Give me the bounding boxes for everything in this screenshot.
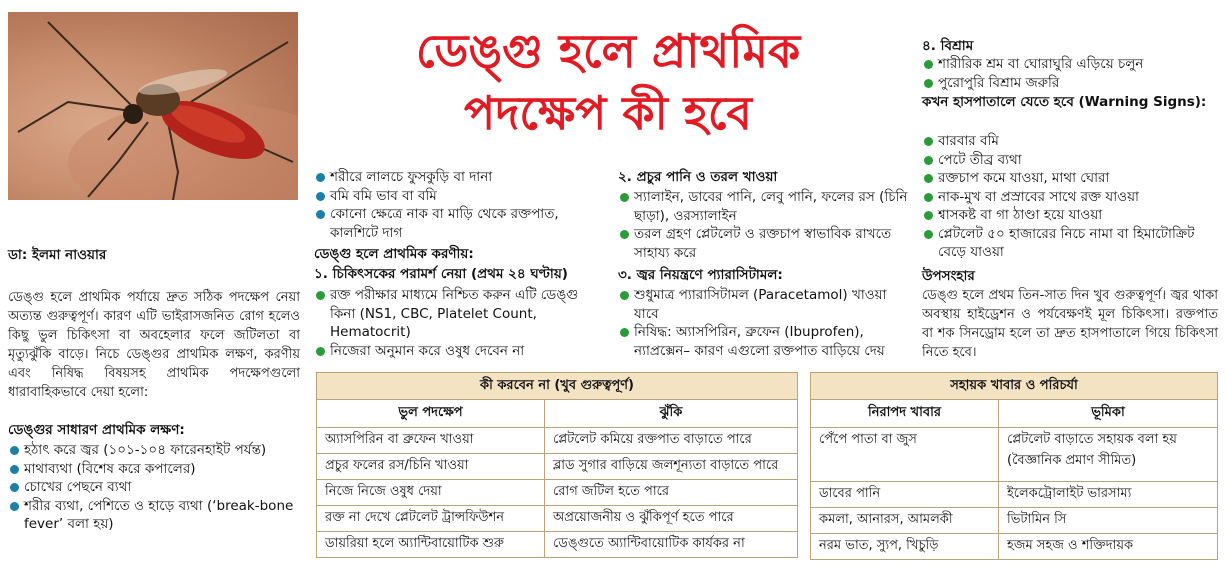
table-row: প্রচুর ফলের রস/চিনি খাওয়া ব্লাড সুগার বাড়িয়ে জলশূন্যতা বাড়াতে পারে [317,454,798,480]
step2-list [618,188,908,262]
bullet-icon [924,60,933,69]
symptoms-more-list [314,168,604,242]
bullet-icon [924,137,933,146]
food-table [810,372,1218,560]
dont-table [316,372,798,558]
dont-header-mistake: ভুল পদক্ষেপ [317,400,545,428]
list-item: রক্তচাপ কমে যাওয়া, মাথা ঘোরা [922,169,1218,188]
actions-heading: ডেঙ্গু হলে প্রাথমিক করণীয়: [314,246,474,262]
list-item: তরল গ্রহণ প্লেটলেট ও রক্তচাপ স্বাভাবিক রাখতে সাহায্য করে [618,225,908,262]
mosquito-photo [8,12,298,200]
bullet-icon [316,173,325,182]
bullet-icon [316,210,325,219]
table-row: নিজে নিজে ওষুধ দেয়া রোগ জটিল হতে পারে [317,480,798,506]
list-item: শারীরিক শ্রম বা ঘোরাঘুরি এড়িয়ে চলুন [922,55,1218,74]
step3-list [618,286,908,360]
step4-list [922,55,1218,92]
bullet-icon [924,79,933,88]
table-row: পেঁপে পাতা বা জুস প্লেটলেট বাড়াতে সহায়ক বলা হয় (বৈজ্ঞানিক প্রমাণ সীমিত) [811,428,1218,482]
list-item: হঠাৎ করে জ্বর (১০১-১০৪ ফারেনহাইট পর্যন্ত) [8,441,300,460]
bullet-icon [924,211,933,220]
food-header-safe-food: নিরাপদ খাবার [811,400,999,428]
title-line-1: ডেঙ্গু হলে প্রাথমিক [415,24,801,78]
bullet-icon [10,465,19,474]
warning-heading: কখন হাসপাতালে যেতে হবে (Warning Signs): [922,94,1207,110]
list-item: শরীরে লালচে ফুসকুড়ি বা দানা [314,168,604,187]
bullet-icon [10,446,19,455]
list-item: শ্বাসকষ্ট বা গা ঠাণ্ডা হয়ে যাওয়া [922,206,1218,225]
list-item: বারবার বমি [922,132,1218,151]
list-item: কোনো ক্ষেত্রে নাক বা মাড়ি থেকে রক্তপাত, কালশিটে দাগ [314,205,604,242]
list-item: নিষিদ্ধ: অ্যাসপিরিন, ব্রুফেন (Ibuprofen), ন্যাপ্রক্সেন– কারণ এগুলো রক্তপাত বাড়িয়ে দেয় [618,323,908,360]
table-row: ডাবের পানি ইলেকট্রোলাইট ভারসাম্য [811,482,1218,508]
list-item: রক্ত পরীক্ষার মাধ্যমে নিশ্চিত করুন এটি ডেঙ্গু কিনা (NS1, CBC, Platelet Count, Hematocrit) [314,286,604,342]
dont-header-risk: ঝুঁকি [545,400,798,428]
bullet-icon [316,347,325,356]
symptoms-heading: ডেঙ্গুর সাধারণ প্রাথমিক লক্ষণ: [8,422,185,438]
list-item: নাক-মুখ বা প্রস্রাবের সাথে রক্ত যাওয়া [922,188,1218,207]
bullet-icon [10,483,19,492]
dont-table-caption: কী করবেন না (খুব গুরুত্বপূর্ণ) [317,373,798,400]
step3-heading: ৩. জ্বর নিয়ন্ত্রণে প্যারাসিটামল: [618,267,783,283]
food-table-caption: সহায়ক খাবার ও পরিচর্যা [811,373,1218,400]
bullet-icon [620,230,629,239]
bullet-icon [924,193,933,202]
step1-list [314,286,604,360]
table-row: কমলা, আনারস, আমলকী ভিটামিন সি [811,508,1218,534]
step1-heading: ১. চিকিৎসকের পরামর্শ নেয়া (প্রথম ২৪ ঘণ্টায়) [314,266,568,282]
list-item: চোখের পেছনে ব্যথা [8,478,300,497]
table-row: রক্ত না দেখে প্লেটলেট ট্রান্সফিউশন অপ্রয়োজনীয় ও ঝুঁকিপূর্ণ হতে পারে [317,506,798,532]
table-row: নরম ভাত, স্যুপ, খিচুড়ি হজম সহজ ও শক্তিদায়ক [811,534,1218,560]
author: ডা: ইলমা নাওয়ার [8,247,107,263]
bullet-icon [10,502,19,511]
bullet-icon [620,193,629,202]
step4-heading: ৪. বিশ্রাম [922,38,974,54]
conclusion-heading: উপসংহার [922,268,975,284]
bullet-icon [924,156,933,165]
list-item: প্লেটলেট ৫০ হাজারের নিচে নামা বা হিমাটোক্রিট বেড়ে যাওয়া [922,225,1218,262]
conclusion-text: ডেঙ্গু হলে প্রথম তিন-সাত দিন খুব গুরুত্বপূর্ণ। জ্বর থাকা অবস্থায় হাইড্রেশন ও পর্যবেক্ষণই মূল চিকিৎসা। রক্তপাত বা শক সিনড্রোম হলে তা দ্রুত হাসপাতালে গিয়ে চিকিৎসা নিতে হবে। [922,288,1218,360]
bullet-icon [924,230,933,239]
page-title [318,20,898,144]
list-item: নিজেরা অনুমান করে ওষুধ দেবেন না [314,342,604,361]
list-item: শরীর ব্যথা, পেশিতে ও হাড়ে ব্যথা (‘break-bone fever’ বলা হয়) [8,497,300,534]
table-row: ডায়রিয়া হলে অ্যান্টিবায়োটিক শুরু ডেঙ্গুতে অ্যান্টিবায়োটিক কার্যকর না [317,532,798,558]
bullet-icon [924,174,933,183]
intro-paragraph: ডেঙ্গু হলে প্রাথমিক পর্যায়ে দ্রুত সঠিক পদক্ষেপ নেয়া অত্যন্ত গুরুত্বপূর্ণ। কারণ এটি ভাইরাসজনিত রোগ হলেও কিছু ভুল চিকিৎসা বা অবহেলার ফলে জটিলতা বা মৃত্যুঝুঁকি বাড়ে। নিচে ডেঙ্গুর প্রাথমিক লক্ষণ, করণীয় এবং নিষিদ্ধ বিষয়সহ প্রাথমিক পদক্ষেপগুলো ধারাবাহিকভাবে দেয়া হলো: [8,290,300,400]
step2-heading: ২. প্রচুর পানি ও তরল খাওয়া [618,169,778,185]
table-row: অ্যাসপিরিন বা ব্রুফেন খাওয়া প্লেটলেট কমিয়ে রক্তপাত বাড়াতে পারে [317,428,798,454]
bullet-icon [316,291,325,300]
list-item: বমি বমি ভাব বা বমি [314,187,604,206]
title-line-2: পদক্ষেপ কী হবে [464,86,752,140]
symptoms-list [8,441,300,534]
list-item: স্যালাইন, ডাবের পানি, লেবু পানি, ফলের রস (চিনি ছাড়া), ওরস্যালাইন [618,188,908,225]
bullet-icon [316,192,325,201]
list-item: মাথাব্যথা (বিশেষ করে কপালের) [8,460,300,479]
bullet-icon [620,291,629,300]
bullet-icon [620,328,629,337]
list-item: পুরোপুরি বিশ্রাম জরুরি [922,74,1218,93]
list-item: পেটে তীব্র ব্যথা [922,151,1218,170]
list-item: শুধুমাত্র প্যারাসিটামল (Paracetamol) খাওয়া যাবে [618,286,908,323]
warning-list [922,132,1218,262]
mosquito-icon [8,12,298,200]
food-header-role: ভূমিকা [999,400,1218,428]
